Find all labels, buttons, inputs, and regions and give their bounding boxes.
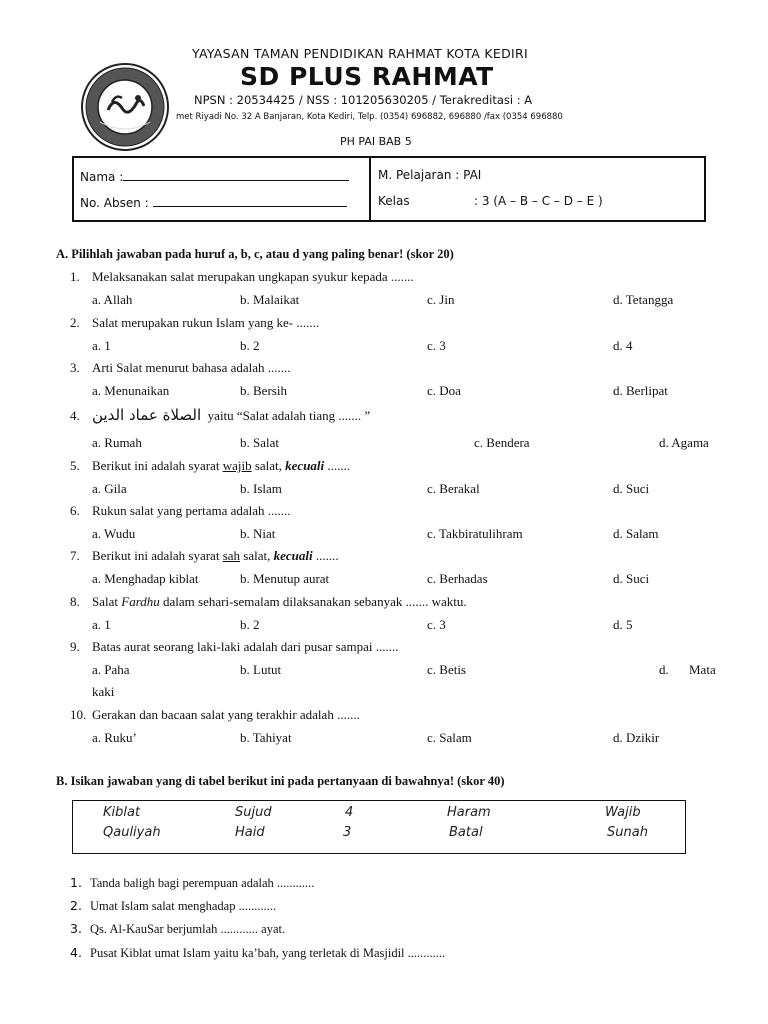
fill-question-2: 2. Umat Islam salat menghadap ............ bbox=[70, 898, 277, 913]
q6-option-a[interactable]: a. Wudu bbox=[92, 526, 136, 541]
q4-option-b[interactable]: b. Salat bbox=[240, 435, 279, 450]
q7-option-c[interactable]: c. Berhadas bbox=[427, 571, 488, 586]
q1-option-c[interactable]: c. Jin bbox=[427, 292, 455, 307]
q4-option-a[interactable]: a. Rumah bbox=[92, 435, 142, 450]
q7-option-b[interactable]: b. Menutup aurat bbox=[240, 571, 330, 586]
q5-option-a[interactable]: a. Gila bbox=[92, 481, 127, 496]
section-b-heading: B. Isikan jawaban yang di tabel berikut ini pada pertanyaan di bawahnya! (skor 40) bbox=[56, 774, 505, 788]
q5-option-c[interactable]: c. Berakal bbox=[427, 481, 480, 496]
q10-option-d[interactable]: d. Dzikir bbox=[613, 730, 660, 745]
question-8: 8. Salat Fardhu dalam sehari-semalam dilaksanakan sebanyak ....... waktu. bbox=[70, 594, 467, 609]
q1-option-a[interactable]: a. Allah bbox=[92, 292, 133, 307]
subject-label: M. Pelajaran : PAI bbox=[378, 168, 482, 182]
q9-option-a[interactable]: a. Paha bbox=[92, 662, 130, 677]
question-7: 7. Berikut ini adalah syarat sah salat, kecuali ....... bbox=[70, 548, 339, 563]
q5-option-d[interactable]: d. Suci bbox=[613, 481, 650, 496]
class-label: Kelas bbox=[378, 194, 410, 208]
word-bank-item: Wajib bbox=[605, 805, 641, 820]
fill-question-3: 3. Qs. Al-KauSar berjumlah ............ ayat. bbox=[70, 921, 286, 936]
q8-option-c[interactable]: c. 3 bbox=[427, 617, 446, 632]
name-label: Nama : bbox=[80, 170, 124, 184]
q3-option-c[interactable]: c. Doa bbox=[427, 383, 461, 398]
q1-option-d[interactable]: d. Tetangga bbox=[613, 292, 674, 307]
q7-option-a[interactable]: a. Menghadap kiblat bbox=[92, 571, 199, 586]
word-bank-box bbox=[72, 800, 686, 854]
word-bank-item: Sunah bbox=[607, 825, 648, 840]
question-10: 10. Gerakan dan bacaan salat yang terakhir adalah ....... bbox=[70, 707, 360, 722]
q8-option-a[interactable]: a. 1 bbox=[92, 617, 111, 632]
q3-option-a[interactable]: a. Menunaikan bbox=[92, 383, 170, 398]
q1-option-b[interactable]: b. Malaikat bbox=[240, 292, 300, 307]
q3-option-b[interactable]: b. Bersih bbox=[240, 383, 287, 398]
word-bank-item: Qauliyah bbox=[103, 825, 161, 840]
q7-option-d[interactable]: d. Suci bbox=[613, 571, 650, 586]
q2-option-a[interactable]: a. 1 bbox=[92, 338, 111, 353]
class-value: : 3 (A – B – C – D – E ) bbox=[474, 194, 603, 208]
q2-option-d[interactable]: d. 4 bbox=[613, 338, 633, 353]
q4-option-d[interactable]: d. Agama bbox=[659, 435, 709, 450]
q3-option-d[interactable]: d. Berlipat bbox=[613, 383, 668, 398]
student-info-box bbox=[72, 156, 706, 222]
fill-question-1: 1. Tanda baligh bagi perempuan adalah ............ bbox=[70, 875, 315, 890]
absen-blank[interactable] bbox=[153, 194, 347, 207]
absen-label: No. Absen : bbox=[80, 196, 149, 210]
word-bank-item: 4 bbox=[345, 805, 354, 820]
word-bank-item: Sujud bbox=[235, 805, 272, 820]
q10-option-a[interactable]: a. Ruku’ bbox=[92, 730, 137, 745]
document-title: PH PAI BAB 5 bbox=[340, 135, 412, 148]
question-2: 2. Salat merupakan rukun Islam yang ke- ....... bbox=[70, 315, 320, 330]
absen-field[interactable] bbox=[80, 194, 347, 210]
question-5: 5. Berikut ini adalah syarat wajib salat, kecuali ....... bbox=[70, 458, 351, 473]
school-ids: NPSN : 20534425 / NSS : 101205630205 / Terakreditasi : A bbox=[194, 93, 533, 107]
question-4: 4. الصلاة عماد الدين yaitu “Salat adalah tiang ....... ” bbox=[70, 406, 371, 424]
q10-option-b[interactable]: b. Tahiyat bbox=[240, 730, 292, 745]
question-9: 9. Batas aurat seorang laki-laki adalah dari pusar sampai ....... bbox=[70, 639, 399, 654]
q9-option-c[interactable]: c. Betis bbox=[427, 662, 466, 677]
foundation-name: YAYASAN TAMAN PENDIDIKAN RAHMAT KOTA KEDIRI bbox=[192, 46, 528, 61]
word-bank-item: 3 bbox=[343, 825, 352, 840]
q5-option-b[interactable]: b. Islam bbox=[240, 481, 282, 496]
q8-option-b[interactable]: b. 2 bbox=[240, 617, 260, 632]
word-bank-item: Haid bbox=[235, 825, 265, 840]
q9-option-d[interactable]: d. bbox=[659, 662, 669, 677]
question-3: 3. Arti Salat menurut bahasa adalah ....... bbox=[70, 360, 291, 375]
info-divider bbox=[369, 158, 371, 220]
q9-option-b[interactable]: b. Lutut bbox=[240, 662, 282, 677]
word-bank-item: Haram bbox=[447, 805, 491, 820]
word-bank-item: Kiblat bbox=[103, 805, 141, 820]
arabic-phrase: الصلاة عماد الدين bbox=[92, 406, 202, 424]
q2-option-b[interactable]: b. 2 bbox=[240, 338, 260, 353]
question-1: 1. Melaksanakan salat merupakan ungkapan syukur kepada ....... bbox=[70, 269, 414, 284]
q6-option-b[interactable]: b. Niat bbox=[240, 526, 276, 541]
q8-option-d[interactable]: d. 5 bbox=[613, 617, 633, 632]
question-6: 6. Rukun salat yang pertama adalah ....... bbox=[70, 503, 291, 518]
q6-option-c[interactable]: c. Takbiratulihram bbox=[427, 526, 523, 541]
fill-question-4: 4. Pusat Kiblat umat Islam yaitu ka’bah, yang terletak di Masjidil ............ bbox=[70, 945, 446, 960]
word-bank-item: Batal bbox=[449, 825, 483, 840]
q4-option-c[interactable]: c. Bendera bbox=[474, 435, 530, 450]
school-address: met Riyadi No. 32 A Banjaran, Kota Kediri, Telp. (0354) 696882, 696880 /fax (0354 696880 bbox=[176, 112, 563, 122]
section-a-heading: A. Pilihlah jawaban pada huruf a, b, c, atau d yang paling benar! (skor 20) bbox=[56, 247, 454, 261]
q9-option-d-wrap[interactable]: kaki bbox=[92, 684, 115, 699]
q2-option-c[interactable]: c. 3 bbox=[427, 338, 446, 353]
q10-option-c[interactable]: c. Salam bbox=[427, 730, 472, 745]
name-blank[interactable] bbox=[123, 168, 349, 181]
school-seal-icon bbox=[80, 62, 170, 152]
name-field[interactable] bbox=[80, 168, 349, 184]
school-name: SD PLUS RAHMAT bbox=[240, 62, 494, 91]
q6-option-d[interactable]: d. Salam bbox=[613, 526, 659, 541]
q9-option-d-text[interactable]: Mata bbox=[689, 662, 716, 677]
